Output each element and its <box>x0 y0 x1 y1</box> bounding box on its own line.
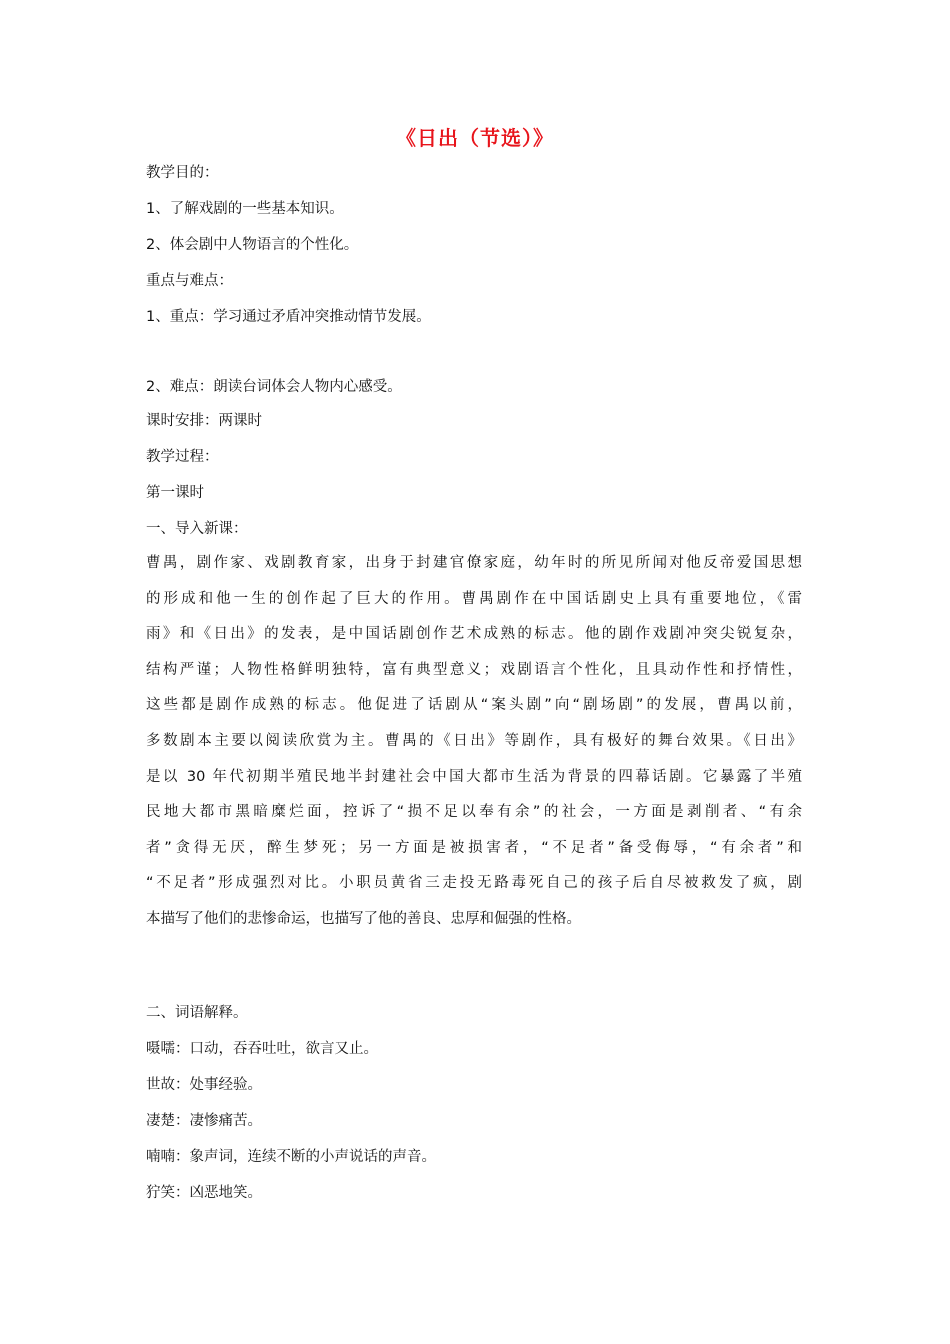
objective-1: 1、了解戏剧的一些基本知识。 <box>146 201 344 217</box>
objectives-heading: 教学目的： <box>146 165 219 181</box>
key-points-heading: 重点与难点： <box>146 273 233 289</box>
paragraph-line: 是以 30 年代初期半殖民地半封建社会中国大都市生活为背景的四幕话剧。它暴露了半殖 <box>146 768 802 785</box>
vocab-item: 凄楚：凄惨痛苦。 <box>146 1113 262 1129</box>
paragraph-line: 结构严谨；人物性格鲜明独特，富有典型意义；戏剧语言个性化，且具动作性和抒情性， <box>146 661 802 678</box>
paragraph-line: 雨》和《日出》的发表，是中国话剧创作艺术成熟的标志。他的剧作戏剧冲突尖锐复杂， <box>146 626 802 643</box>
paragraph-line: 曹禺，剧作家、戏剧教育家，出身于封建官僚家庭，幼年时的所见所闻对他反帝爱国思想 <box>146 555 802 571</box>
key-point: 1、重点：学习通过矛盾冲突推动情节发展。 <box>146 309 431 325</box>
paragraph-line: 这些都是剧作成熟的标志。他促进了话剧从“案头剧”向“剧场剧”的发展，曹禺以前， <box>146 697 802 714</box>
vocab-item: 世故：处事经验。 <box>146 1077 262 1093</box>
vocab-item: 嗫嚅：口动，吞吞吐吐，欲言又止。 <box>146 1041 378 1057</box>
lesson-1-heading: 第一课时 <box>146 485 204 501</box>
paragraph-line: 的形成和他一生的创作起了巨大的作用。曹禺剧作在中国话剧史上具有重要地位，《雷 <box>146 590 802 607</box>
vocab-heading: 二、词语解释。 <box>146 1005 248 1021</box>
vocab-item: 狞笑：凶恶地笑。 <box>146 1185 262 1201</box>
paragraph-line: 者”贪得无厌，醉生梦死；另一方面是被损害者，“不足者”备受侮辱，“有余者”和 <box>146 839 802 856</box>
paragraph-line: “不足者”形成强烈对比。小职员黄省三走投无路毒死自己的孩子后自尽被救发了疯，剧 <box>146 875 802 892</box>
difficulty: 2、难点：朗读台词体会人物内心感受。 <box>146 379 402 395</box>
process-heading: 教学过程： <box>146 449 219 465</box>
document-title: 《日出（节选）》 <box>396 126 554 150</box>
paragraph-line: 本描写了他们的悲惨命运，也描写了他的善良、忠厚和倔强的性格。 <box>146 910 581 927</box>
objective-2: 2、体会剧中人物语言的个性化。 <box>146 237 359 253</box>
section-1-heading: 一、导入新课： <box>146 521 248 537</box>
paragraph-line: 多数剧本主要以阅读欣赏为主。曹禺的《日出》等剧作，具有极好的舞台效果。《日出》 <box>146 732 802 749</box>
schedule: 课时安排：两课时 <box>146 413 262 429</box>
intro-paragraph <box>146 552 802 944</box>
vocab-item: 喃喃：象声词，连续不断的小声说话的声音。 <box>146 1149 436 1165</box>
paragraph-line: 民地大都市黑暗糜烂面，控诉了“损不足以奉有余”的社会，一方面是剥削者、“有余 <box>146 804 802 821</box>
